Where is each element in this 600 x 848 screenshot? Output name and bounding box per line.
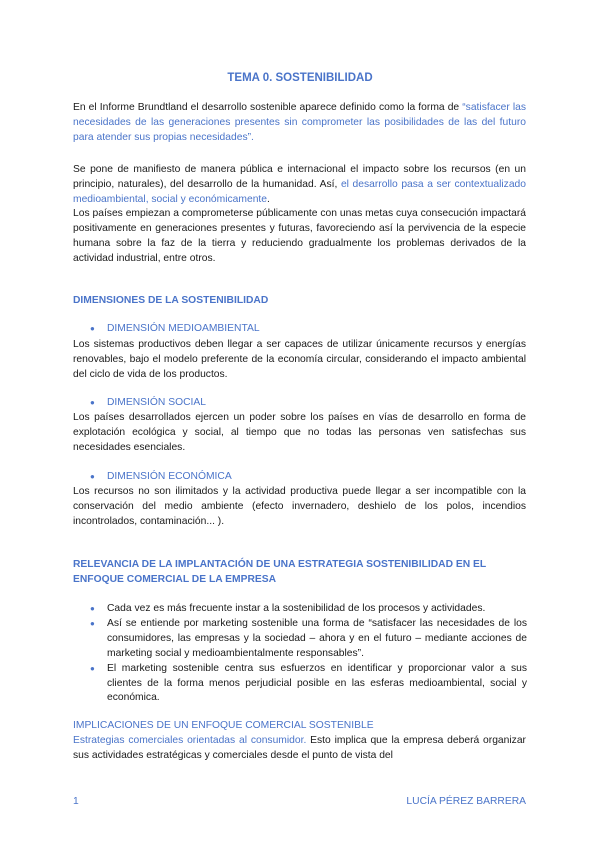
bullet-icon: ● <box>90 604 95 613</box>
dimension-economic-label <box>90 469 232 484</box>
dimension-environmental-title: DIMENSIÓN MEDIOAMBIENTAL <box>107 323 260 334</box>
bullet-icon: ● <box>90 663 95 673</box>
brundtland-quote: “satisfacer las necesidades de las generaciones presentes sin comprometer las posibilidades de las del futuro para atender sus propias necesidades”. <box>73 102 526 143</box>
bullet-icon: ● <box>90 324 95 333</box>
intro-highlight: el desarrollo pasa a ser contextualizado medioambiental, social y económicamente <box>73 178 526 205</box>
intro-text: En el Informe Brundtland el desarrollo sostenible aparece definido como la forma de <box>73 102 463 113</box>
implications-heading: IMPLICACIONES DE UN ENFOQUE COMERCIAL SOSTENIBLE <box>73 720 374 731</box>
intro-paragraph-3: Los países empiezan a comprometerse públicamente con unas metas cuya consecución impactará positivamente en generaciones presentes y futuras, favoreciendo así la pervivencia de la especie humana sobre la faz de la tierra y reduciendo gradualmente los problemas derivados de la actividad industrial, entre otros. <box>73 208 526 264</box>
intro-paragraph-2 <box>73 163 526 208</box>
dimension-social-title: DIMENSIÓN SOCIAL <box>107 397 206 408</box>
page-number: 1 <box>73 796 79 807</box>
bullet-icon: ● <box>90 618 95 628</box>
intro-period: . <box>267 193 270 205</box>
dimension-economic-title: DIMENSIÓN ECONÓMICA <box>107 471 232 482</box>
relevance-heading: RELEVANCIA DE LA IMPLANTACIÓN DE UNA ESTRATEGIA SOSTENIBILIDAD EN EL ENFOQUE COMERCIAL DE LA EMPRESA <box>73 559 487 585</box>
list-item <box>90 602 527 617</box>
page-title: TEMA 0. SOSTENIBILIDAD <box>227 72 373 84</box>
bullet-icon: ● <box>90 398 95 407</box>
dimensions-heading: DIMENSIONES DE LA SOSTENIBILIDAD <box>73 295 269 306</box>
list-item-text: Cada vez es más frecuente instar a la sostenibilidad de los procesos y actividades. <box>107 603 486 614</box>
dimension-social-text: Los países desarrollados ejercen un poder sobre los países en vías de desarrollo en forma de explotación ecológica y social, al tiempo que no todas las personas ven satisfechas sus necesidades esenciales. <box>73 412 526 453</box>
dimension-environmental-label <box>90 321 260 336</box>
relevance-list <box>90 602 527 706</box>
implications-lead: Estrategias comerciales orientadas al consumidor. <box>73 735 307 746</box>
list-item-text: El marketing sostenible centra sus esfuerzos en identificar y proporcionar valor a sus clientes de la forma menos perjudicial posible en las esferas medioambiental, social y económica. <box>107 662 527 704</box>
intro-paragraph-1 <box>73 101 526 146</box>
implications-paragraph <box>73 734 526 764</box>
dimension-social-label <box>90 395 206 410</box>
list-item <box>90 662 527 707</box>
footer-author: LUCÍA PÉREZ BARRERA <box>406 796 526 807</box>
bullet-icon: ● <box>90 472 95 481</box>
intro-text-2: Se pone de manifiesto de manera pública e internacional el impacto sobre los recursos (en un principio, naturales), del desarrollo de la humanidad. Así, <box>73 164 526 190</box>
list-item <box>90 617 527 662</box>
dimension-economic-text: Los recursos no son ilimitados y la actividad productiva puede llegar a ser incompatible con la conservación del medio ambiente (efecto invernadero, deshielo de los polos, incendios incontrolados, contaminación... ). <box>73 486 526 527</box>
dimension-environmental-text: Los sistemas productivos deben llegar a ser capaces de utilizar únicamente recursos y energías renovables, bajo el modelo preferente de la economía circular, considerando el impacto ambiental del ciclo de vida de los productos. <box>73 339 526 380</box>
list-item-text: Así se entiende por marketing sostenible una forma de “satisfacer las necesidades de los consumidores, las empresas y la sociedad – ahora y en el futuro – mediante acciones de marketing social y medioambientalmente responsables”. <box>107 617 527 659</box>
implications-text: Esto implica que la empresa deberá organizar sus actividades estratégicas y comerciales desde el punto de vista del <box>73 735 526 761</box>
